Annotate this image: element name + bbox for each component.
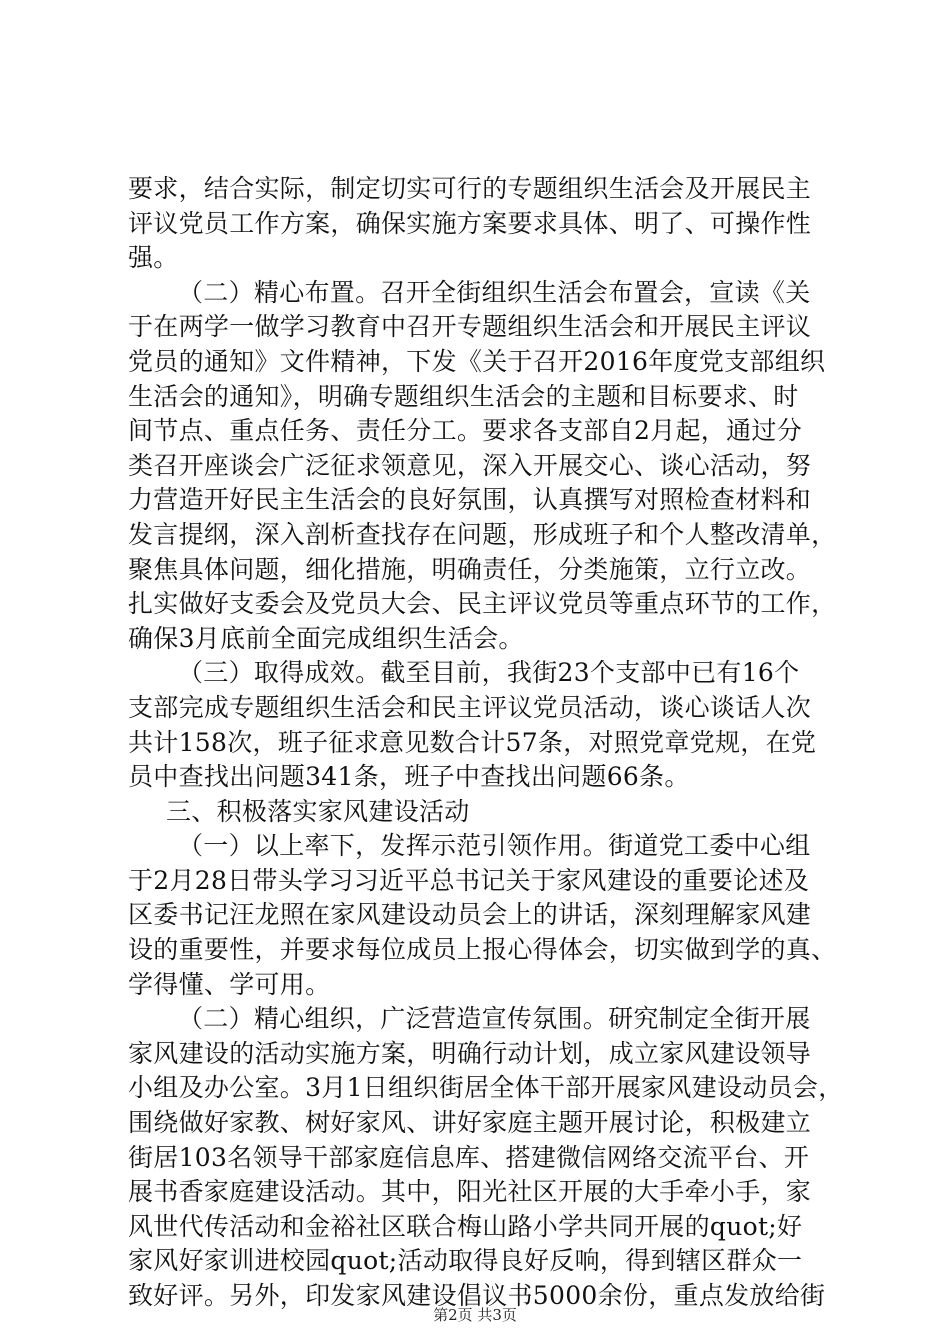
text-line: 设的重要性，并要求每位成员上报心得体会，切实做到学的真、 bbox=[128, 935, 837, 965]
text-line: 街居103名领导干部家庭信息库、搭建微信网络交流平台、开 bbox=[128, 1142, 810, 1172]
paragraph-start: （二）精心布置。召开全街组织生活会布置会，宣读《关 bbox=[178, 277, 811, 307]
text-line: 支部完成专题组织生活会和民主评议党员活动，谈心谈话人次 bbox=[128, 692, 812, 722]
text-line: 党员的通知》文件精神，下发《关于召开2016年度党支部组织 bbox=[128, 346, 826, 376]
text-line: 区委书记汪龙照在家风建设动员会上的讲话，深刻理解家风建 bbox=[128, 900, 812, 930]
text-line: 力营造开好民主生活会的良好氛围，认真撰写对照检查材料和 bbox=[128, 485, 812, 515]
text-line: 家风建设的活动实施方案，明确行动计划，成立家风建设领导 bbox=[128, 1038, 812, 1068]
page-footer: 第2页 共3页 bbox=[433, 1306, 517, 1324]
text-line: 致好评。另外，印发家风建设倡议书5000余份，重点发放给街 bbox=[128, 1281, 826, 1310]
text-line: 小组及办公室。3月1日组织街居全体干部开展家风建设动员会， bbox=[128, 1073, 844, 1103]
section-heading: 三、积极落实家风建设活动 bbox=[166, 796, 470, 826]
text-line: 于2月28日带头学习习近平总书记关于家风建设的重要论述及 bbox=[128, 865, 810, 895]
text-line: 家风好家训进校园quot;活动取得良好反响，得到辖区群众一 bbox=[128, 1246, 803, 1276]
paragraph-start: （一）以上率下，发挥示范引领作用。街道党工委中心组 bbox=[178, 831, 811, 861]
text-line: 扎实做好支委会及党员大会、民主评议党员等重点环节的工作， bbox=[128, 589, 837, 619]
text-line: 风世代传活动和金裕社区联合梅山路小学共同开展的quot;好 bbox=[128, 1211, 803, 1241]
paragraph-start: （二）精心组织，广泛营造宣传氛围。研究制定全街开展 bbox=[178, 1004, 811, 1034]
text-line: 间节点、重点任务、责任分工。要求各支部自2月起，通过分 bbox=[128, 416, 803, 446]
paragraph-start: （三）取得成效。截至目前，我街23个支部中已有16个 bbox=[178, 658, 800, 688]
text-line: 确保3月底前全面完成组织生活会。 bbox=[128, 623, 524, 653]
text-line: 员中查找出问题341条，班子中查找出问题66条。 bbox=[128, 762, 690, 792]
text-line: 展书香家庭建设活动。其中，阳光社区开展的大手牵小手，家 bbox=[128, 1177, 812, 1207]
text-line: 于在两学一做学习教育中召开专题组织生活会和开展民主评议 bbox=[128, 312, 812, 342]
text-line: 共计158次，班子征求意见数合计57条，对照党章党规，在党 bbox=[128, 727, 817, 757]
text-line: 评议党员工作方案，确保实施方案要求具体、明了、可操作性 bbox=[128, 208, 812, 238]
text-line: 发言提纲，深入剖析查找存在问题，形成班子和个人整改清单， bbox=[128, 519, 837, 549]
text-line: 围绕做好家教、树好家风、讲好家庭主题开展讨论，积极建立 bbox=[128, 1108, 812, 1138]
text-line: 类召开座谈会广泛征求领意见，深入开展交心、谈心活动，努 bbox=[128, 450, 812, 480]
text-line: 强。 bbox=[128, 243, 179, 273]
text-line: 聚焦具体问题，细化措施，明确责任，分类施策，立行立改。 bbox=[128, 554, 812, 584]
text-line: 学得懂、学可用。 bbox=[128, 969, 331, 999]
text-line: 要求，结合实际，制定切实可行的专题组织生活会及开展民主 bbox=[128, 174, 812, 203]
text-line: 生活会的通知》，明确专题组织生活会的主题和目标要求、时 bbox=[128, 381, 799, 411]
document-body bbox=[128, 172, 848, 1314]
